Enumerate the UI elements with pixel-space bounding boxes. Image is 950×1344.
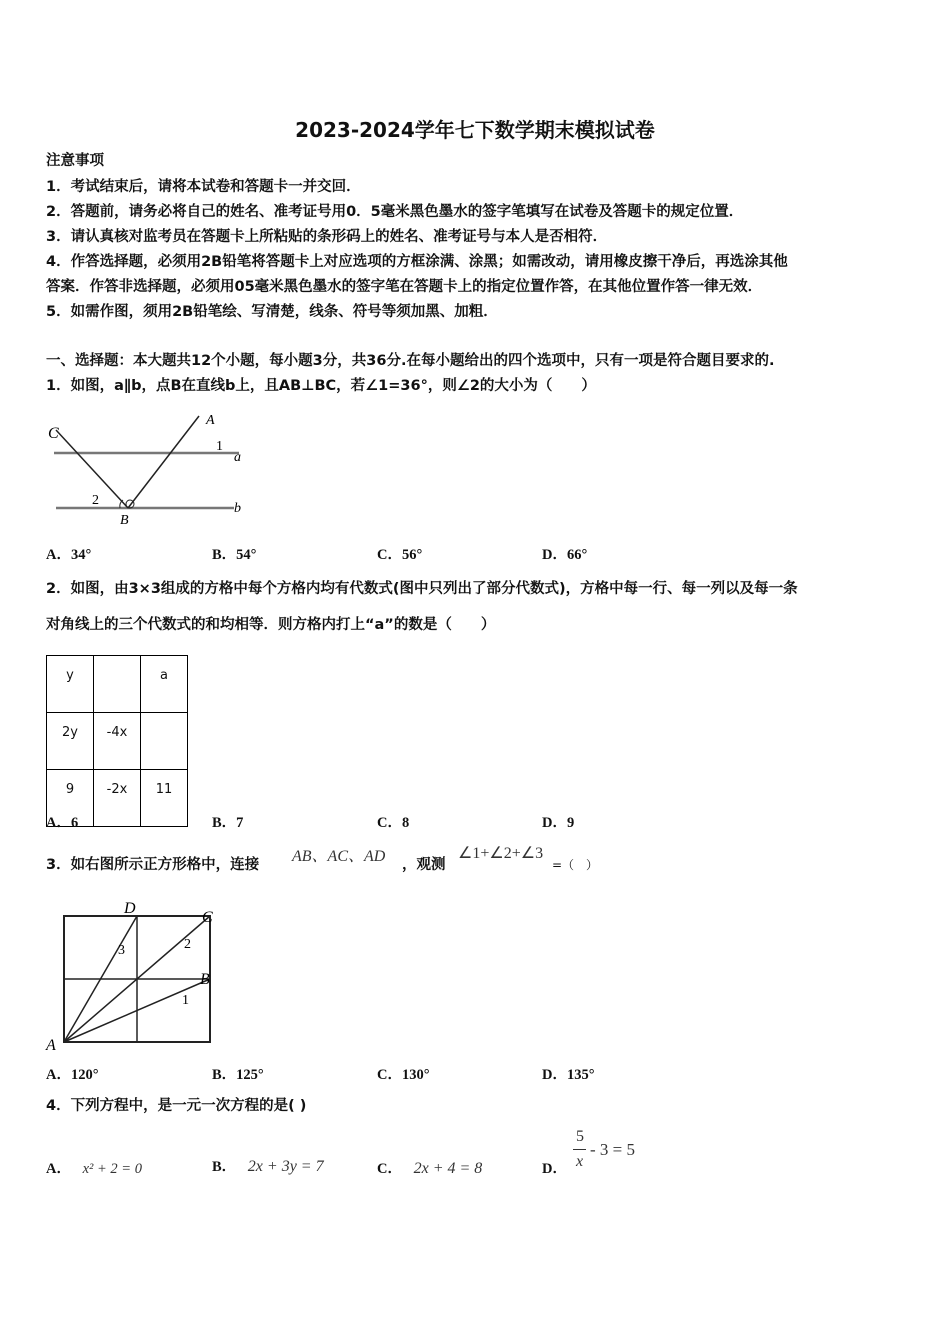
question-4-text: 4．下列方程中，是一元一次方程的是( )	[46, 1098, 307, 1114]
grid-cell	[94, 656, 141, 713]
q4-option-c[interactable]	[377, 1157, 482, 1178]
notice-item: 3．请认真核对监考员在答题卡上所粘贴的条形码上的姓名、准考证号与本人是否相符．	[46, 229, 608, 245]
q2-option-b[interactable]: B．7	[212, 815, 244, 831]
section-heading: 一、选择题：本大题共12个小题，每小题3分，共36分.在每小题给出的四个选项中，只有一项是符合题目要求的.	[46, 353, 775, 369]
q4-option-a[interactable]	[46, 1157, 142, 1178]
label-c: C	[48, 425, 59, 442]
notice-item: 1．考试结束后，请将本试卷和答题卡一并交回．	[46, 179, 361, 195]
label-line-a: a	[234, 450, 241, 465]
label-b: B	[200, 971, 210, 988]
label-angle-1: 1	[182, 993, 189, 1008]
option-label: D．	[542, 1161, 567, 1177]
label-angle-3: 3	[118, 943, 125, 958]
q1-option-d[interactable]: D．66°	[542, 547, 588, 563]
q1-figure	[44, 408, 254, 530]
q3-figure	[44, 896, 224, 1054]
option-equation: 2x + 3y = 7	[247, 1158, 324, 1175]
grid-cell	[141, 713, 188, 770]
q2-option-a[interactable]: A．6	[46, 815, 79, 831]
q2-option-d[interactable]: D．9	[542, 815, 575, 831]
notice-item: 4．作答选择题，必须用2B铅笔将答题卡上对应选项的方框涂满、涂黑；如需改动，请用橡皮擦干净后，再选涂其他	[46, 254, 788, 270]
label-a-point: A	[206, 413, 215, 428]
question-3-suffix: =（ ）	[552, 858, 599, 872]
notice-item: 2．答题前，请务必将自己的姓名、准考证号用0．5毫米黑色墨水的签字笔填写在试卷及答题卡的规定位置．	[46, 204, 744, 220]
option-label: A．	[46, 1161, 71, 1177]
grid-cell: 9	[47, 770, 94, 827]
q3-option-d[interactable]: D．135°	[542, 1067, 595, 1083]
fraction-numerator: 5	[576, 1128, 584, 1145]
grid-cell: 2y	[47, 713, 94, 770]
grid-cell: -2x	[94, 770, 141, 827]
label-angle-2: 2	[92, 493, 99, 508]
label-a: A	[46, 1037, 56, 1054]
magic-square-grid	[46, 655, 188, 827]
q3-option-a[interactable]: A．120°	[46, 1067, 99, 1083]
label-line-b: b	[234, 501, 241, 516]
q3-segments: AB、AC、AD	[292, 848, 386, 865]
option-equation: 2x + 4 = 8	[413, 1160, 483, 1177]
fraction-denominator: x	[576, 1153, 584, 1170]
q1-option-b[interactable]: B．54°	[212, 547, 257, 563]
label-d: D	[124, 900, 136, 917]
label-angle-2: 2	[184, 937, 191, 952]
option-label: B．	[212, 1159, 237, 1175]
question-3-middle: ，观测	[402, 857, 446, 873]
q1-option-c[interactable]: C．56°	[377, 547, 423, 563]
question-2-line-2: 对角线上的三个代数式的和均相等．则方格内打上“a”的数是（ ）	[46, 617, 496, 633]
grid-cell: -4x	[94, 713, 141, 770]
notice-item: 答案．作答非选择题，必须用05毫米黑色墨水的签字笔在答题卡上的指定位置作答，在其他位置作答一律无效．	[46, 279, 763, 295]
q3-option-c[interactable]: C．130°	[377, 1067, 430, 1083]
notice-heading: 注意事项	[46, 153, 104, 169]
q2-option-c[interactable]: C．8	[377, 815, 410, 831]
question-3-prefix: 3．如右图所示正方形格中，连接	[46, 857, 260, 873]
q3-angles: ∠1+∠2+∠3	[458, 845, 544, 862]
label-angle-1: 1	[216, 439, 223, 454]
label-b-point: B	[120, 513, 129, 528]
q3-option-b[interactable]: B．125°	[212, 1067, 264, 1083]
grid-cell: y	[47, 656, 94, 713]
option-equation-rest: - 3 = 5	[590, 1140, 635, 1159]
page-title: 2023-2024学年七下数学期末模拟试卷	[295, 118, 655, 142]
question-1-text: 1．如图，a∥b，点B在直线b上，且AB⊥BC，若∠1=36°，则∠2的大小为（ ）	[46, 378, 596, 394]
notice-item: 5．如需作图，须用2B铅笔绘、写清楚，线条、符号等须加黑、加粗．	[46, 304, 498, 320]
grid-cell: a	[141, 656, 188, 713]
label-c: C	[202, 909, 213, 926]
grid-cell: 11	[141, 770, 188, 827]
question-2-line-1: 2．如图，由3×3组成的方格中每个方格内均有代数式(图中只列出了部分代数式)，方格中每一行、每一列以及每一条	[46, 581, 798, 597]
option-equation: x² + 2 = 0	[82, 1161, 142, 1177]
fraction-bar	[573, 1149, 586, 1150]
option-label: C．	[377, 1161, 402, 1177]
q4-option-b[interactable]	[212, 1155, 324, 1176]
q1-option-a[interactable]: A．34°	[46, 547, 92, 563]
